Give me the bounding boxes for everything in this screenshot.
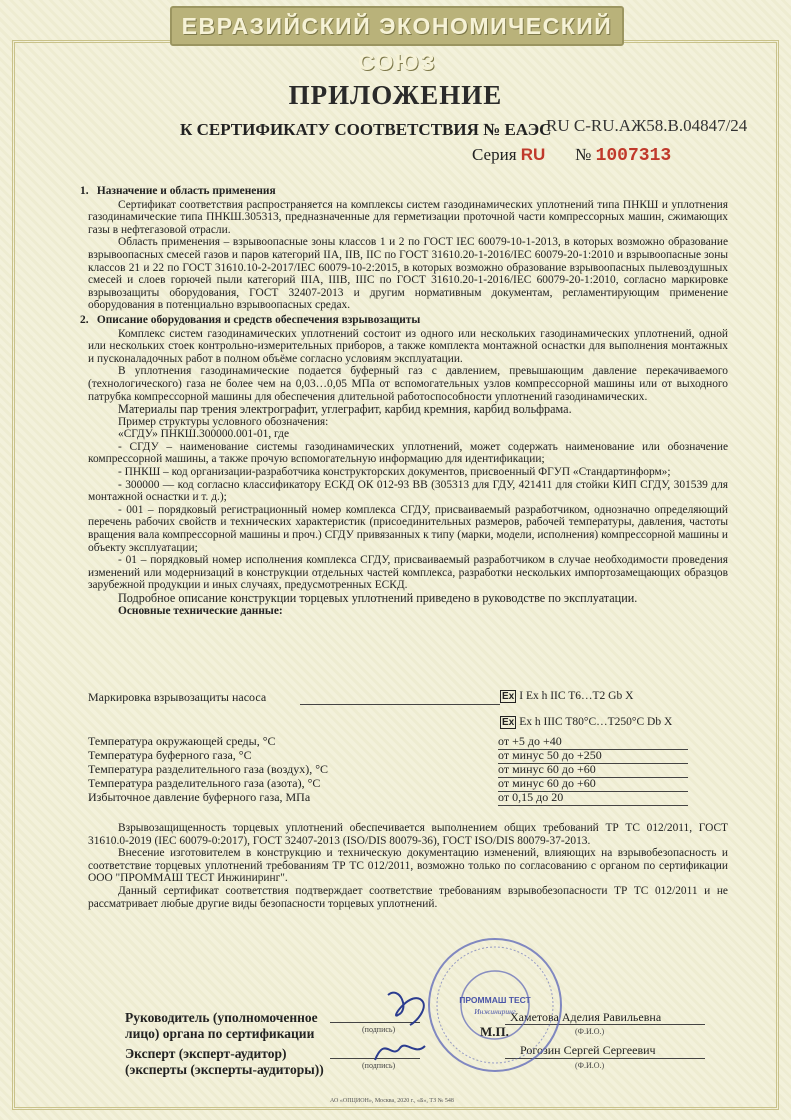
section-2-heading	[80, 314, 728, 327]
tech-row	[88, 748, 688, 762]
head-name: Хаметова Аделия Равильевна	[510, 1010, 662, 1024]
marking-dust-text: Ex h IIIC T80°C…T250°C Db X	[519, 716, 673, 728]
paragraph: Комплекс систем газодинамических уплотнений состоит из одного или нескольких газодинамических уплотнений, одной или нескольких стоек контрольно-измерительных приборов, а также комплекта монтажной оснастки для выполнения монтажных и пусконаладочных работ в полном объёме согласно условиям эксплуатации.	[88, 327, 728, 365]
fio-caption: (Ф.И.О.)	[575, 1061, 605, 1070]
stamp-place: М.П.	[480, 1024, 509, 1039]
expert-signature	[370, 1030, 430, 1070]
expert-label-line1: Эксперт (эксперт-аудитор)	[125, 1046, 287, 1061]
number-label: №	[575, 145, 592, 164]
paragraph: Данный сертификат соответствия подтверждает соответствие требованиям взрывобезопасности ТР ТС 012/2011 и не рассматривает любые другие виды безопасности торцевых уплотнений.	[88, 884, 728, 910]
paragraph: В уплотнения газодинамические подается буферный газ с давлением, превышающим давление перекачиваемого (технологического) газа не более чем на 0,03…0,05 МПа от вспомогательных узлов компрессорной машины или от выходного патрубка компрессорной машины для обеспечения длительной работоспособности уплотнений газодинамических.	[88, 365, 728, 403]
paragraph: - 001 – порядковый регистрационный номер комплекса СГДУ, присваиваемый разработчиком, однозначно определяющий перечень рабочих свойств и технических характеристик (присоединительных размеров, рабочей температуры, давления, частоты вращения вала компрессорной машины и проч.) СГДУ привязанных к типу (марки, модели, исполнения) компрессорной машины и объекту эксплуатации;	[88, 503, 728, 554]
sign-caption: (подпись)	[362, 1025, 396, 1034]
paragraph: Подробное описание конструкции торцевых уплотнений приведено в руководстве по эксплуатации.	[118, 591, 638, 605]
tech-row	[88, 776, 688, 790]
sign-caption: (подпись)	[362, 1061, 396, 1070]
section-1-heading	[80, 185, 728, 198]
tech-value: от минус 60 до +60	[498, 776, 688, 792]
paragraph: Материалы пар трения электрографит, углеграфит, карбид кремния, карбид вольфрама.	[118, 402, 572, 417]
paragraph: Сертификат соответствия распространяется на комплексы систем газодинамических уплотнений типа ПНКШ и уплотнения газодинамические типа ПНКШ.305313, предназначенные для герметизации проточной части компрессорных машин, сжимающих газы в нефтегазовой отрасли.	[88, 198, 728, 236]
paragraph: Область применения – взрывоопасные зоны классов 1 и 2 по ГОСТ IEC 60079-10-1-2013, в которых возможно образование взрывоопасных смесей газов и паров категорий IIA, IIB, IIC по ГОСТ 31610.20-1-2016/IEC 60079-20-1:2010 и взрывоопасные зоны классов 21 и 22 по ГОСТ 31610.10-2-2017/IEC 60079-10-2:2015, в которых возможно образование взрывоопасных пылевоздушных смесей и слоев горючей пыли категорий IIIA, IIIB, IIIC по ГОСТ 31610.20-1-2016/IEC 60079-20-1:2010, согласно маркировке взрывозащиты оборудования, ГОСТ 32407-2013 и другим нормативным документам, регламентирующим применение оборудования в потенциально взрывоопасных средах.	[88, 236, 728, 312]
paragraph: Взрывозащищенность торцевых уплотнений обеспечивается выполнением общих требований ТР ТС 012/2011, ГОСТ 31610.0-2019 (IEC 60079-0:2017), ГОСТ 32407-2013 (ISO/DIS 80079-36), ГОСТ ISO/DIS 80079-37-2013.	[88, 822, 728, 847]
tech-value: от +5 до +40	[498, 734, 688, 750]
head-label-line1: Руководитель (уполномоченное	[125, 1010, 318, 1025]
ex-icon: Ex	[502, 717, 515, 728]
main-content	[80, 183, 728, 617]
section-1-title: Назначение и область применения	[96, 185, 276, 197]
certificate-subtitle: К СЕРТИФИКАТУ СООТВЕТСТВИЯ № ЕАЭС	[180, 120, 552, 139]
marking-dust	[500, 716, 672, 729]
tech-label: Температура разделительного газа (воздух), °С	[88, 762, 329, 776]
series-label: Серия	[472, 145, 517, 164]
paragraph: - 300000 — код согласно классификатору ЕСКД ОК 012-93 ВВ (305313 для ГДУ, 421411 для стойки КИП СГДУ, 301539 для монтажной оснастки и т. д.);	[88, 478, 728, 504]
section-1-num: 1.	[80, 185, 89, 197]
head-label-line2: лицо) органа по сертификации	[125, 1026, 315, 1041]
tech-label: Температура буферного газа, °С	[88, 748, 252, 762]
certificate-number: RU C-RU.АЖ58.В.04847/24	[546, 116, 748, 135]
tech-heading: Основные технические данные:	[118, 604, 283, 617]
seal-text: ПРОММАШ ТЕСТ	[459, 995, 531, 1005]
tech-label: Температура окружающей среды, °С	[88, 734, 276, 748]
page-title: ПРИЛОЖЕНИЕ	[288, 80, 503, 110]
paragraph: - ПНКШ – код организации-разработчика конструкторских документов, присвоенный ФГУП «Стандартинформ»;	[118, 466, 671, 479]
section-2-num: 2.	[80, 313, 89, 326]
tech-row	[88, 762, 688, 776]
paragraph: - СГДУ – наименование системы газодинамических уплотнений, может содержать наименование или обозначение компрессорной машины, а также прочую вспомогательную информацию для идентификации;	[88, 440, 728, 466]
seal-subtext: Инжиниринг	[474, 1007, 516, 1016]
marking-underline	[300, 704, 500, 705]
paragraph: - 01 – порядковый номер исполнения комплекса СГДУ, присваиваемый разработчиком в случае необходимости проведения изменений или модернизаций в конструкции отдельных частей комплекса, разработки нескольких импортозамещающих образцов зарубежной продукции и иных случаях, предусмотренных ЕСКД.	[88, 554, 728, 592]
tech-label: Температура разделительного газа (азота), °С	[88, 776, 321, 790]
blank-number: 1007313	[595, 146, 672, 166]
paragraph: Пример структуры условного обозначения:	[118, 415, 329, 428]
expert-label	[125, 1046, 324, 1078]
section-2-title: Описание оборудования и средств обеспечения взрывозащиты	[96, 313, 421, 326]
tech-value: от минус 50 до +250	[498, 748, 688, 764]
series-line	[472, 145, 671, 166]
paragraph: «СГДУ» ПНКШ.300000.001-01, где	[118, 428, 290, 441]
marking-gas	[500, 690, 633, 703]
tech-row	[88, 790, 688, 804]
paragraph: Внесение изготовителем в конструкцию и техническую документацию изменений, влияющих на взрывобезопасность и соответствие торцевых уплотнений требованиям ТР ТС 012/2011, возможно только по согласованию с органом по сертификации ООО "ПРОММАШ ТЕСТ Инжиниринг".	[88, 847, 728, 885]
ex-icon: Ex	[502, 691, 515, 702]
series-value: RU	[520, 145, 546, 164]
fio-caption: (Ф.И.О.)	[575, 1027, 605, 1036]
closing-text	[88, 822, 728, 910]
tech-label: Избыточное давление буферного газа, МПа	[88, 790, 311, 804]
head-label	[125, 1010, 318, 1042]
tech-row	[88, 734, 688, 748]
marking-label: Маркировка взрывозащиты насоса	[88, 690, 267, 704]
tech-value: от минус 60 до +60	[498, 762, 688, 778]
marking-gas-text: I Ex h IIC T6…T2 Gb X	[519, 690, 634, 702]
organization-seal	[425, 935, 565, 1075]
expert-name: Рогозин Сергей Сергеевич	[520, 1043, 656, 1057]
union-banner: ЕВРАЗИЙСКИЙ ЭКОНОМИЧЕСКИЙ СОЮЗ	[170, 6, 624, 46]
printer-footer: АО «ОПЦИОН», Москва, 2020 г., «Б», ТЗ № 548	[330, 1098, 454, 1104]
expert-label-line2: (эксперты (эксперты-аудиторы))	[125, 1062, 324, 1077]
tech-value: от 0,15 до 20	[498, 790, 688, 806]
